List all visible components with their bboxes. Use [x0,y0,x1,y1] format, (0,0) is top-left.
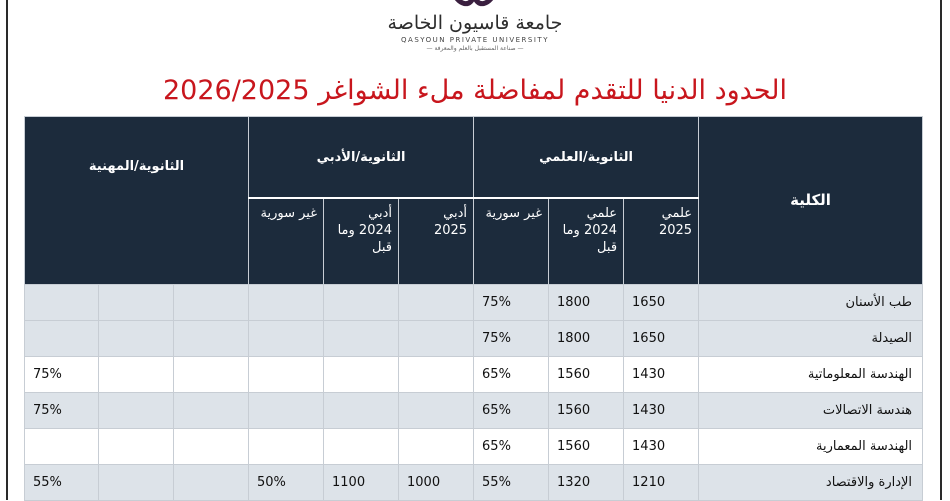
subheader-lit-nonsyrian: غير سورية [249,198,324,284]
cell-voc-1 [174,320,249,356]
cell-voc-1 [174,284,249,320]
cell-sci-2024: 1560 [549,392,624,428]
table-row [25,428,923,464]
cell-voc-3 [25,284,99,320]
cell-sci-2024: 1800 [549,284,624,320]
cell-sci-2025: 1430 [624,428,699,464]
cell-sci-2025: 1650 [624,284,699,320]
cell-sci-ns: 65% [474,428,549,464]
cell-lit-2024 [324,320,399,356]
cell-sci-ns: 55% [474,464,549,500]
table-row [25,320,923,356]
cell-lit-2024 [324,356,399,392]
cell-lit-ns [249,428,324,464]
logo-tagline: — صناعة المستقبل بالعلم والمعرفة — [426,45,524,52]
table-row [25,464,923,500]
logo-mark-icon [448,0,500,12]
cell-college: هندسة الاتصالات [699,392,923,428]
cell-voc-3 [25,320,99,356]
cell-lit-2024: 1100 [324,464,399,500]
cell-lit-2025 [399,320,474,356]
cell-lit-ns [249,320,324,356]
cell-lit-ns: 50% [249,464,324,500]
subheader-sci-2025: علمي 2025 [624,198,699,284]
cell-lit-2025: 1000 [399,464,474,500]
cell-sci-2024: 1560 [549,428,624,464]
cell-voc-2 [99,320,174,356]
subheader-sci-2024: علمي 2024 وما قبل [549,198,624,284]
cell-voc-1 [174,356,249,392]
header-vocational: الثانوية/المهنية [25,117,249,285]
cell-sci-2024: 1560 [549,356,624,392]
cell-sci-ns: 65% [474,356,549,392]
cell-voc-3: 55% [25,464,99,500]
header-literary: الثانوية/الأدبي [249,117,474,199]
cell-sci-2025: 1430 [624,392,699,428]
cell-voc-1 [174,392,249,428]
table-row [25,284,923,320]
subheader-sci-nonsyrian: غير سورية [474,198,549,284]
cell-voc-3: 75% [25,392,99,428]
cell-lit-2025 [399,428,474,464]
cell-lit-2024 [324,284,399,320]
cell-lit-2024 [324,392,399,428]
cell-college: الإدارة والاقتصاد [699,464,923,500]
cell-voc-2 [99,356,174,392]
cell-college: الهندسة المعمارية [699,428,923,464]
header-college: الكلية [699,117,923,285]
cell-voc-2 [99,284,174,320]
cell-lit-2025 [399,392,474,428]
cell-sci-2025: 1210 [624,464,699,500]
admission-table [24,116,923,501]
cell-voc-1 [174,464,249,500]
cell-lit-ns [249,284,324,320]
cell-sci-2025: 1430 [624,356,699,392]
cell-lit-2024 [324,428,399,464]
cell-voc-2 [99,464,174,500]
cell-lit-ns [249,356,324,392]
subheader-lit-2025: أدبي 2025 [399,198,474,284]
cell-college: الهندسة المعلوماتية [699,356,923,392]
cell-sci-2025: 1650 [624,320,699,356]
header-scientific: الثانوية/العلمي [474,117,699,199]
cell-lit-2025 [399,356,474,392]
table-row [25,392,923,428]
cell-voc-3: 75% [25,356,99,392]
cell-sci-ns: 75% [474,320,549,356]
subheader-lit-2024: أدبي 2024 وما قبل [324,198,399,284]
cell-voc-3 [25,428,99,464]
cell-sci-2024: 1800 [549,320,624,356]
cell-voc-2 [99,428,174,464]
cell-lit-ns [249,392,324,428]
cell-college: طب الأسنان [699,284,923,320]
logo-english-name: QASYOUN PRIVATE UNIVERSITY [401,36,549,44]
table-row [25,356,923,392]
cell-voc-1 [174,428,249,464]
cell-lit-2025 [399,284,474,320]
cell-voc-2 [99,392,174,428]
university-logo [0,0,950,62]
cell-sci-ns: 65% [474,392,549,428]
logo-arabic-name: جامعة قاسيون الخاصة [387,12,563,34]
cell-college: الصيدلة [699,320,923,356]
cell-sci-ns: 75% [474,284,549,320]
cell-sci-2024: 1320 [549,464,624,500]
page-title: الحدود الدنيا للتقدم لمفاضلة ملء الشواغر 2026/2025 [162,75,787,106]
